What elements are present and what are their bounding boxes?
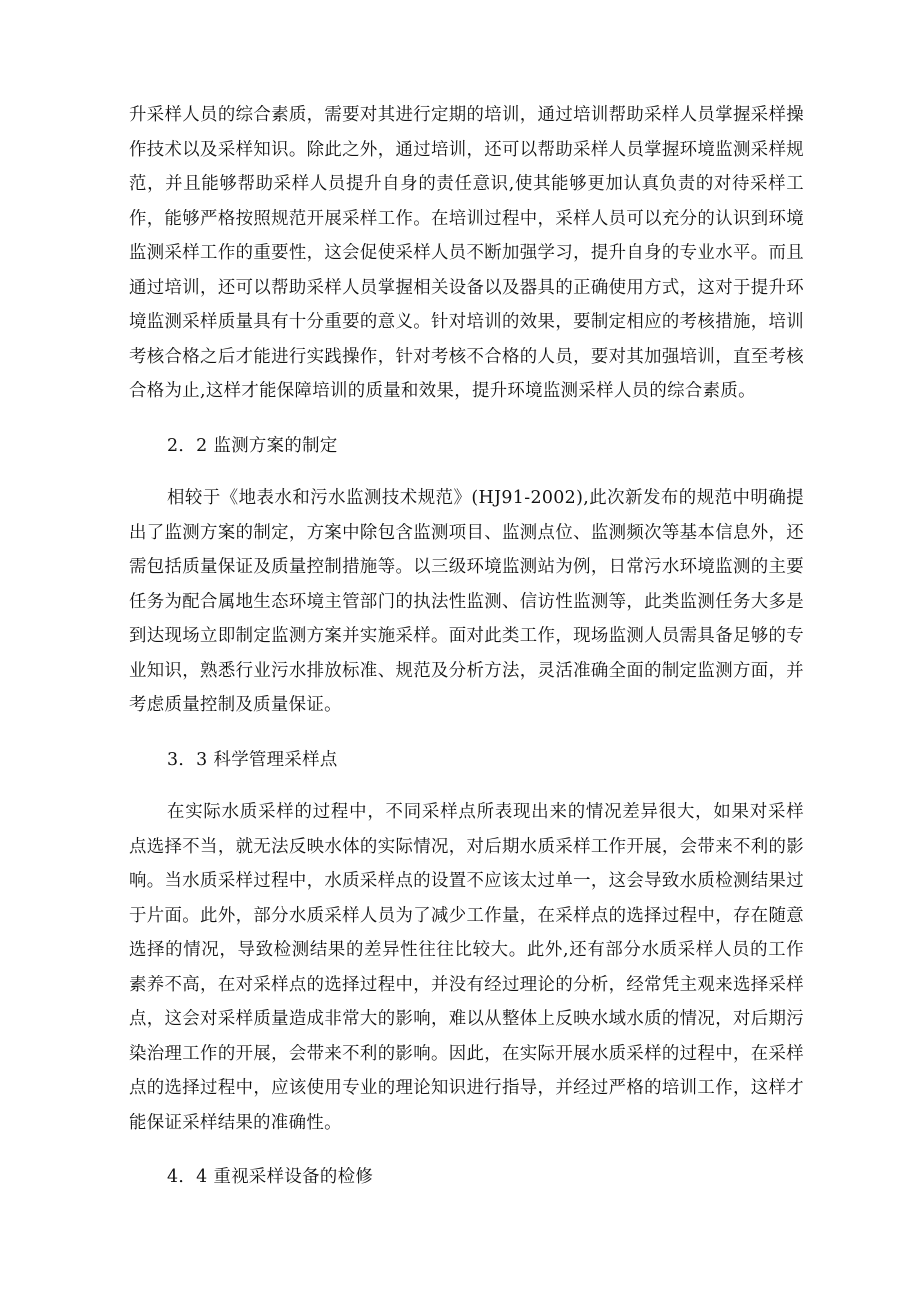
spacer <box>129 723 804 743</box>
paragraph-sampling-points: 在实际水质采样的过程中，不同采样点所表现出来的情况差异很大，如果对采样点选择不当，就无法反映水体的实际情况，对后期水质采样工作开展，会带来不利的影响。当水质采样过程中，水质采样点的设置不应该太过单一，这会导致水质检测结果过于片面。此外，部分水质采样人员为了减少工作量，在采样点的选择过程中，存在随意选择的情况，导致检测结果的差异性往往比较大。此外,还有部分水质采样人员的工作素养不高，在对采样点的选择过程中，并没有经过理论的分析，经常凭主观来选择采样点，这会对采样质量造成非常大的影响，难以从整体上反映水域水质的情况，对后期污染治理工作的开展，会带来不利的影响。因此，在实际开展水质采样的过程中，在采样点的选择过程中，应该使用专业的理论知识进行指导，并经过严格的培训工作，这样才能保证采样结果的准确性。 <box>129 802 804 1133</box>
paragraph-monitoring-plan: 相较于《地表水和污水监测技术规范》(HJ91-2002),此次新发布的规范中明确提出了监测方案的制定，方案中除包含监测项目、监测点位、监测频次等基本信息外，还需包括质量保证及质量控制措施等。以三级环境监测站为例，日常污水环境监测的主要任务为配合属地生态环境主管部门的执法性监测、信访性监测等，此类监测任务大多是到达现场立即制定监测方案并实施采样。面对此类工作，现场监测人员需具备足够的专业知识，熟悉行业污水排放标准、规范及分析方法，灵活准确全面的制定监测方面，并考虑质量控制及质量保证。 <box>129 488 804 715</box>
section-heading-2-2: 2．2 监测方案的制定 <box>167 435 338 456</box>
spacer <box>129 463 804 481</box>
spacer <box>129 777 804 795</box>
paragraph-training: 升采样人员的综合素质，需要对其进行定期的培训，通过培训帮助采样人员掌握采样操作技术以及采样知识。除此之外，通过培训，还可以帮助采样人员掌握环境监测采样规范，并且能够帮助采样人员提升自身的责任意识,使其能够更加认真负责的对待采样工作，能够严格按照规范开展采样工作。在培训过程中，采样人员可以充分的认识到环境监测采样工作的重要性，这会促使采样人员不断加强学习，提升自身的专业水平。而且通过培训，还可以帮助采样人员掌握相关设备以及器具的正确使用方式，这对于提升环境监测采样质量具有十分重要的意义。针对培训的效果，要制定相应的考核措施，培训考核合格之后才能进行实践操作，针对考核不合格的人员，要对其加强培训，直至考核合格为止,这样才能保障培训的质量和效果，提升环境监测采样人员的综合素质。 <box>129 105 804 401</box>
document-page <box>129 98 804 1195</box>
section-heading-4-4: 4．4 重视采样设备的检修 <box>167 1167 374 1187</box>
spacer <box>129 409 804 429</box>
section-heading-3-3: 3．3 科学管理采样点 <box>167 749 338 770</box>
spacer <box>129 1140 804 1160</box>
